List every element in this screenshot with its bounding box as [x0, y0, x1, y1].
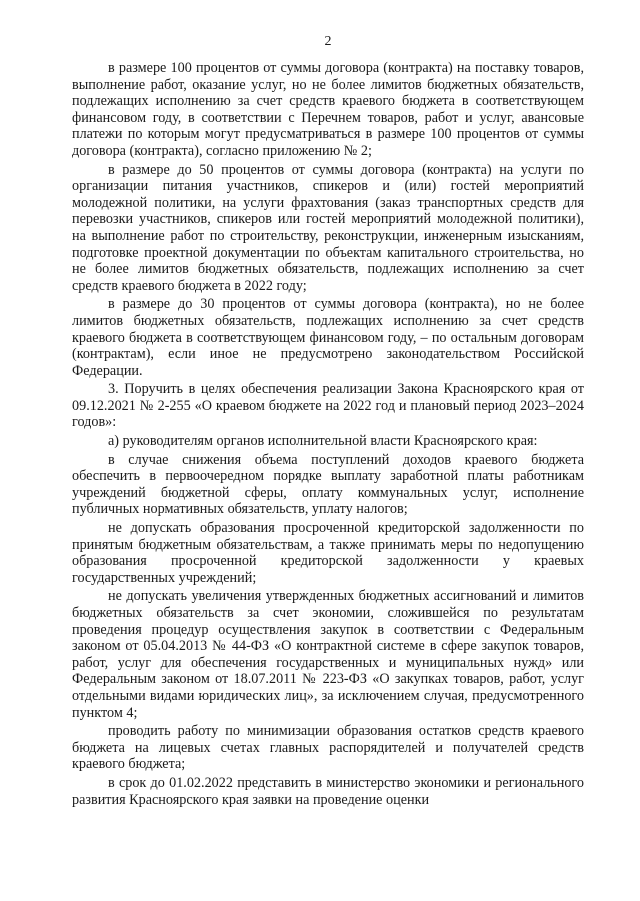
paragraph-subitem-a: а) руководителям органов исполнительной власти Красноярского края:	[108, 433, 538, 450]
paragraph-advance-100-percent: в размере 100 процентов от суммы договора (контракта) на поставку товаров, выполнение работ, оказание услуг, но не более лимитов бюджетных обязательств, подлежащих исполнению за счет средств краевого бюджета в соответствующем финансовом году, в соответствии с Перечнем товаров, работ и услуг, авансовые платежи по которым могут предусматриваться в размере 100 процентов от суммы договора (контракта), согласно приложению № 2;	[72, 60, 584, 159]
page-number: 2	[324, 34, 332, 49]
paragraph-item-3: 3. Поручить в целях обеспечения реализации Закона Красноярского края от 09.12.2021 № 2-255 «О краевом бюджете на 2022 год и плановый период 2023–2024 годов»:	[72, 381, 584, 431]
paragraph-overdue-debt: не допускать образования просроченной кредиторской задолженности по принятым бюджетным обязательствам, а также принимать меры по недопущению образования просроченной кредиторской задолженности у краевых государственных учреждений;	[72, 520, 584, 586]
paragraph-deadline-submission: в срок до 01.02.2022 представить в министерство экономики и регионального развития Красноярского края заявки на проведение оценки	[72, 774, 584, 808]
paragraph-advance-50-percent: в размере до 50 процентов от суммы договора (контракта) на услуги по организации питания участников, спикеров и (или) гостей мероприятий молодежной политики, на услуги фрахтования (заказ транспортных средств для перевозки участников, спикеров или гостей мероприятий молодежной политики), на выполнение работ по строительству, реконструкции, инженерным изысканиям, подготовке проектной документации по объектам капитального строительства, но не более лимитов бюджетных обязательств, подлежащих исполнению за счет средств краевого бюджета в 2022 году;	[72, 161, 584, 294]
paragraph-advance-30-percent: в размере до 30 процентов от суммы договора (контракта), но не более лимитов бюджетных обязательств, подлежащих исполнению за счет средств краевого бюджета в соответствующем финансовом году, – по остальным договорам (контрактам), если иное не предусмотрено законодательством Российской Федерации.	[72, 296, 584, 379]
paragraph-revenue-decrease: в случае снижения объема поступлений доходов краевого бюджета обеспечить в первоочередном порядке выплату заработной платы работникам учреждений бюджетной сферы, оплату коммунальных услуг, исполнение публичных нормативных обязательств, уплату налогов;	[72, 451, 584, 518]
paragraph-no-increase-allocations: не допускать увеличения утвержденных бюджетных ассигнований и лимитов бюджетных обязательств за счет экономии, сложившейся по результатам проведения процедур осуществления закупок в соответствии с Федеральным законом от 05.04.2013 № 44-ФЗ «О контрактной системе в сфере закупок товаров, работ, услуг для обеспечения государственных и муниципальных нужд» или Федеральным законом от 18.07.2011 № 223-ФЗ «О закупках товаров, работ, услуг отдельными видами юридических лиц», за исключением случая, предусмотренного пунктом 4;	[72, 588, 584, 721]
paragraph-minimize-balances: проводить работу по минимизации образования остатков средств краевого бюджета на лицевых счетах главных распорядителей и получателей средств краевого бюджета;	[72, 723, 584, 773]
